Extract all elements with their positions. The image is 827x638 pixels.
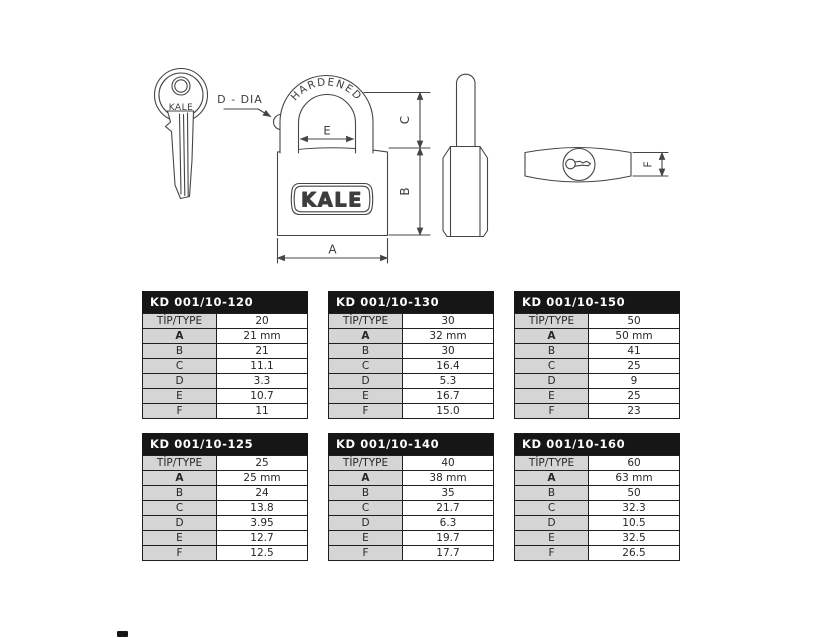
dim-f-label: F — [641, 161, 655, 168]
dim-label: C — [515, 501, 589, 516]
table-title: KD 001/10-120 — [142, 291, 308, 313]
dim-label: TİP/TYPE — [515, 314, 589, 329]
spec-row — [143, 456, 308, 471]
spec-row — [143, 516, 308, 531]
spec-row — [515, 456, 680, 471]
spec-table — [142, 291, 308, 419]
dim-value: 24 — [217, 486, 308, 501]
dimension-table — [142, 313, 308, 419]
dim-value: 26.5 — [589, 546, 680, 561]
dim-value: 3.3 — [217, 374, 308, 389]
dim-value: 13.8 — [217, 501, 308, 516]
spec-row — [329, 374, 494, 389]
dim-value: 17.7 — [403, 546, 494, 561]
spec-row — [329, 359, 494, 374]
spec-row — [329, 404, 494, 419]
dim-b-label: B — [398, 187, 412, 196]
dim-value: 3.95 — [217, 516, 308, 531]
dim-value: 10.7 — [217, 389, 308, 404]
spec-row — [515, 546, 680, 561]
dim-label: A — [515, 471, 589, 486]
dim-value: 9 — [589, 374, 680, 389]
spec-row — [143, 329, 308, 344]
dim-label: A — [515, 329, 589, 344]
dimension-table — [328, 455, 494, 561]
dim-label: TİP/TYPE — [515, 456, 589, 471]
dim-label: E — [329, 531, 403, 546]
dim-value: 11 — [217, 404, 308, 419]
dim-value: 38 mm — [403, 471, 494, 486]
key-brand-text: KALE — [168, 103, 194, 113]
table-title: KD 001/10-140 — [328, 433, 494, 455]
dim-value: 25 — [589, 389, 680, 404]
dim-value: 50 mm — [589, 329, 680, 344]
spec-row — [515, 359, 680, 374]
spec-row — [143, 501, 308, 516]
dim-value: 30 — [403, 344, 494, 359]
dim-value: 30 — [403, 314, 494, 329]
spec-row — [515, 471, 680, 486]
dim-label: B — [329, 486, 403, 501]
padlock-drawing — [278, 75, 388, 235]
dim-label: D — [329, 374, 403, 389]
dim-label: D — [515, 374, 589, 389]
dim-value: 12.5 — [217, 546, 308, 561]
dim-label: D — [329, 516, 403, 531]
dim-label: A — [329, 471, 403, 486]
spec-row — [515, 531, 680, 546]
dim-label: TİP/TYPE — [143, 456, 217, 471]
dim-label: E — [143, 389, 217, 404]
spec-row — [515, 501, 680, 516]
dim-value: 23 — [589, 404, 680, 419]
dim-value: 15.0 — [403, 404, 494, 419]
dim-label: A — [329, 329, 403, 344]
dim-label: D — [143, 374, 217, 389]
dim-value: 21 — [217, 344, 308, 359]
spec-row — [329, 516, 494, 531]
dim-label: C — [329, 501, 403, 516]
dim-value: 20 — [217, 314, 308, 329]
spec-row — [143, 374, 308, 389]
dim-value: 35 — [403, 486, 494, 501]
spec-row — [515, 329, 680, 344]
dim-value: 21 mm — [217, 329, 308, 344]
spec-row — [329, 471, 494, 486]
spec-row — [143, 546, 308, 561]
table-title: KD 001/10-125 — [142, 433, 308, 455]
dim-value: 11.1 — [217, 359, 308, 374]
page-edge-mark — [117, 631, 128, 637]
spec-row — [329, 486, 494, 501]
spec-row — [143, 404, 308, 419]
table-title: KD 001/10-150 — [514, 291, 680, 313]
dim-label: TİP/TYPE — [329, 456, 403, 471]
technical-drawing — [0, 0, 827, 290]
dim-label: F — [329, 404, 403, 419]
hardened-text: HARDENED — [288, 76, 365, 104]
dim-label: C — [515, 359, 589, 374]
dim-f — [633, 153, 668, 177]
dim-value: 19.7 — [403, 531, 494, 546]
dim-label: C — [143, 359, 217, 374]
dim-label: E — [515, 531, 589, 546]
dim-label: B — [329, 344, 403, 359]
spec-row — [329, 531, 494, 546]
dim-label: E — [329, 389, 403, 404]
table-title: KD 001/10-160 — [514, 433, 680, 455]
dim-value: 16.4 — [403, 359, 494, 374]
dim-value: 41 — [589, 344, 680, 359]
dim-value: 25 — [589, 359, 680, 374]
dim-label: A — [143, 471, 217, 486]
spec-row — [143, 531, 308, 546]
dimension-table — [514, 313, 680, 419]
dim-label: TİP/TYPE — [143, 314, 217, 329]
spec-row — [329, 389, 494, 404]
badge-brand-text: KALE — [301, 188, 363, 212]
spec-row — [329, 501, 494, 516]
dim-label: B — [515, 344, 589, 359]
dim-label: F — [515, 546, 589, 561]
spec-row — [143, 314, 308, 329]
dim-label: C — [329, 359, 403, 374]
dim-label: D — [515, 516, 589, 531]
dim-value: 32 mm — [403, 329, 494, 344]
dim-c-label: C — [398, 115, 412, 125]
spec-table — [514, 291, 680, 419]
dim-label: D — [143, 516, 217, 531]
spec-row — [143, 471, 308, 486]
spec-row — [515, 404, 680, 419]
dim-value: 10.5 — [589, 516, 680, 531]
spec-tables — [142, 291, 680, 561]
dim-value: 12.7 — [217, 531, 308, 546]
dim-label: B — [515, 486, 589, 501]
spec-row — [329, 456, 494, 471]
dim-e-label: E — [323, 123, 331, 138]
dim-label: TİP/TYPE — [329, 314, 403, 329]
dim-value: 63 mm — [589, 471, 680, 486]
dim-label: F — [143, 404, 217, 419]
dimension-table — [328, 313, 494, 419]
spec-table — [328, 433, 494, 561]
dim-value: 25 — [217, 456, 308, 471]
spec-table — [142, 433, 308, 561]
dim-value: 21.7 — [403, 501, 494, 516]
dim-label: F — [329, 546, 403, 561]
dim-value: 5.3 — [403, 374, 494, 389]
dim-label: A — [143, 329, 217, 344]
key-drawing — [155, 69, 208, 199]
spec-row — [329, 546, 494, 561]
spec-row — [515, 486, 680, 501]
table-title: KD 001/10-130 — [328, 291, 494, 313]
dim-label: B — [143, 344, 217, 359]
dim-label: E — [515, 389, 589, 404]
dim-value: 50 — [589, 486, 680, 501]
dim-value: 6.3 — [403, 516, 494, 531]
dim-label: B — [143, 486, 217, 501]
dimension-table — [514, 455, 680, 561]
spec-row — [515, 314, 680, 329]
dim-label: C — [143, 501, 217, 516]
spec-row — [143, 359, 308, 374]
spec-row — [143, 486, 308, 501]
spec-row — [329, 329, 494, 344]
spec-row — [515, 516, 680, 531]
dim-label: F — [143, 546, 217, 561]
d-dia-label: D - DIA — [217, 93, 263, 106]
dim-value: 50 — [589, 314, 680, 329]
spec-row — [143, 389, 308, 404]
spec-row — [515, 389, 680, 404]
dim-value: 25 mm — [217, 471, 308, 486]
spec-row — [329, 344, 494, 359]
dim-value: 16.7 — [403, 389, 494, 404]
bottom-view-drawing — [525, 148, 668, 183]
kale-badge — [291, 184, 373, 215]
dimension-table — [142, 455, 308, 561]
spec-row — [515, 374, 680, 389]
dim-value: 32.5 — [589, 531, 680, 546]
dim-value: 32.3 — [589, 501, 680, 516]
dim-a-label: A — [328, 242, 337, 257]
spec-table — [328, 291, 494, 419]
spec-row — [329, 314, 494, 329]
dim-value: 60 — [589, 456, 680, 471]
dim-a — [278, 239, 388, 264]
dim-e — [301, 124, 354, 140]
spec-row — [143, 344, 308, 359]
spec-table — [514, 433, 680, 561]
dim-label: E — [143, 531, 217, 546]
dim-value: 40 — [403, 456, 494, 471]
side-view-drawing — [443, 74, 488, 236]
dim-label: F — [515, 404, 589, 419]
spec-row — [515, 344, 680, 359]
